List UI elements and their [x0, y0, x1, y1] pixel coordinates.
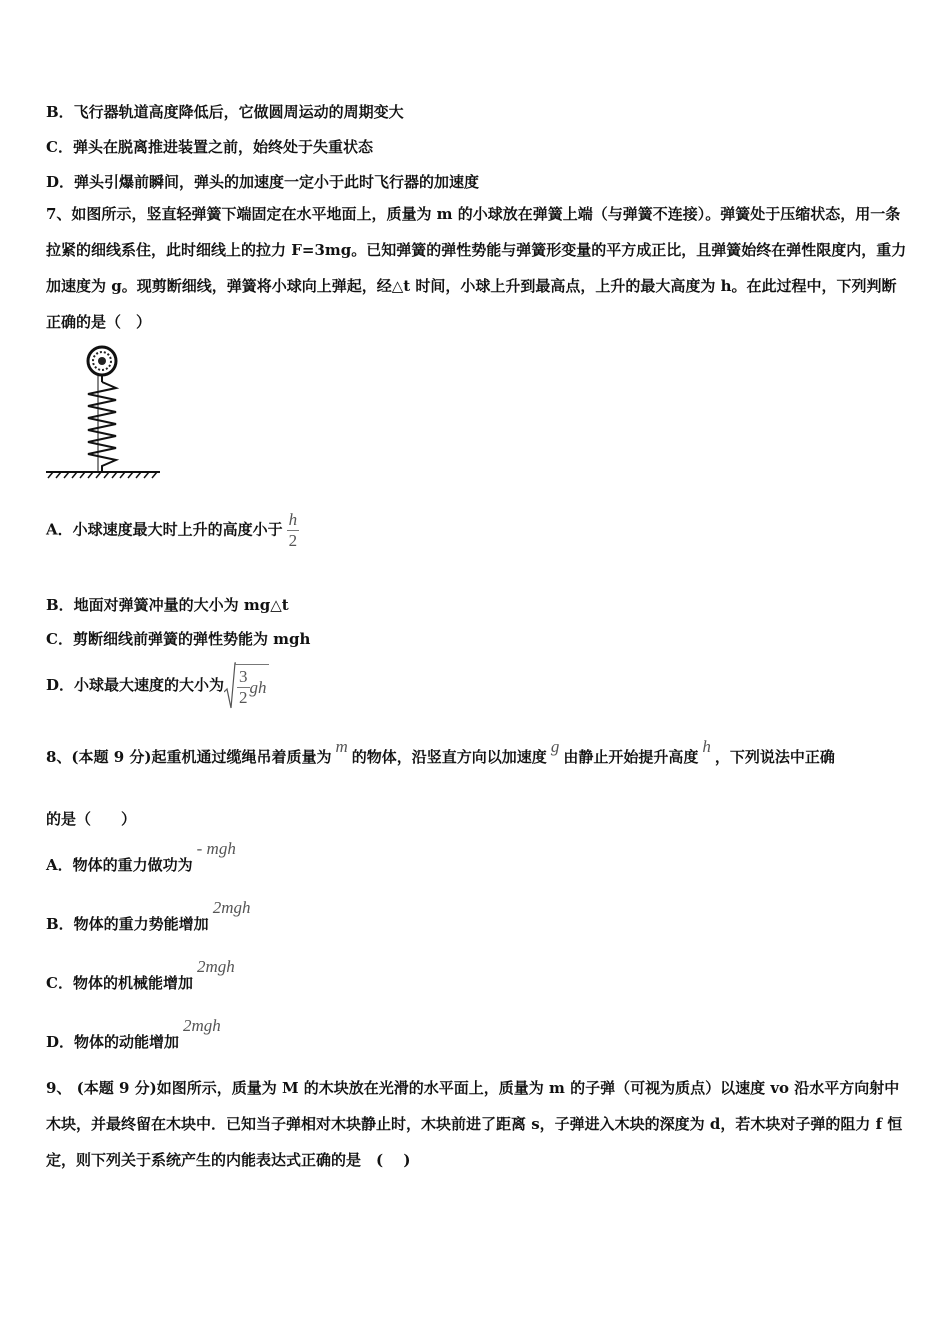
q7-option-d-text: D．小球最大速度的大小为 [46, 676, 225, 694]
q8-stem-part4: ，下列说法中正确 [714, 748, 835, 766]
fraction-numerator: 3 [239, 667, 248, 686]
q9-stem: 9、 (本题 9 分)如图所示，质量为 M 的木块放在光滑的水平面上，质量为 m 的子弹（可视为质点）以速度 vo 沿水平方向射中木块，并最终留在木块中．已知当子弹相对木块静止时，木块前进了距离 s，子弹进入木块的深度为 d，若木块对子弹的阻力 f 恒定，则下列关于系统产生的内能表达式正确的是 ( ) [46, 1079, 903, 1169]
math-2mgh: 2mgh [212, 898, 251, 917]
q8-stem-part2: 的物体，沿竖直方向以加速度 [351, 748, 547, 766]
q7-option-a [46, 510, 299, 551]
q8-stem-part3: 由静止开始提升高度 [563, 748, 699, 766]
sqrt-expression [224, 662, 269, 710]
q8-option-b [46, 897, 251, 933]
fraction-h-over-2 [287, 510, 300, 551]
spring-ball-figure [44, 344, 164, 480]
math-h: h [702, 737, 711, 756]
sqrt-tail: gh [249, 677, 267, 697]
math-neg-mgh: - mgh [196, 839, 236, 858]
q7-stem: 7、如图所示，竖直轻弹簧下端固定在水平地面上，质量为 m 的小球放在弹簧上端（与弹簧不连接）。弹簧处于压缩状态，用一条拉紧的细线系住，此时细线上的拉力 F=3mg。已知弹簧的弹性势能与弹簧形变量的平方成正比，且弹簧始终在弹性限度内，重力加速度为 g。现剪断细线，弹簧将小球向上弹起，经△t 时间，小球上升到最高点，上升的最大高度为 h。在此过程中，下列判断正确的是（ ） [46, 205, 907, 331]
q8-option-c [46, 956, 235, 992]
q8-option-d-text: D．物体的动能增加 [46, 1033, 180, 1051]
fraction-denominator: 2 [239, 688, 248, 707]
math-2mgh: 2mgh [183, 1016, 221, 1035]
q7-option-c: C．剪断细线前弹簧的弹性势能为 mgh [46, 630, 311, 648]
q8-option-c-text: C．物体的机械能增加 [46, 974, 193, 992]
q7-option-a-text: A．小球速度最大时上升的高度小于 [46, 520, 283, 539]
math-g: g [550, 737, 560, 756]
math-m: m [335, 737, 348, 756]
q8-option-a-text: A．物体的重力做功为 [46, 856, 193, 874]
q6-option-d: D．弹头引爆前瞬间，弹头的加速度一定小于此时飞行器的加速度 [46, 173, 480, 191]
q8-stem-part1: 8、(本题 9 分)起重机通过缆绳吊着质量为 [46, 748, 332, 766]
q8-option-d [46, 1015, 221, 1051]
math-2mgh: 2mgh [196, 957, 235, 976]
q8-option-a [46, 838, 236, 874]
q6-option-b: B．飞行器轨道高度降低后，它做圆周运动的周期变大 [46, 103, 404, 121]
q8-stem-line1 [46, 737, 835, 767]
q6-option-c: C．弹头在脱离推进装置之前，始终处于失重状态 [46, 138, 373, 156]
q8-stem-line2: 的是（ ） [46, 810, 137, 828]
fraction-denominator: 2 [288, 531, 298, 550]
fraction-numerator: h [288, 510, 298, 529]
q8-option-b-text: B．物体的重力势能增加 [46, 915, 209, 933]
q7-option-b: B．地面对弹簧冲量的大小为 mg△t [46, 596, 289, 614]
q7-option-d [46, 662, 269, 710]
